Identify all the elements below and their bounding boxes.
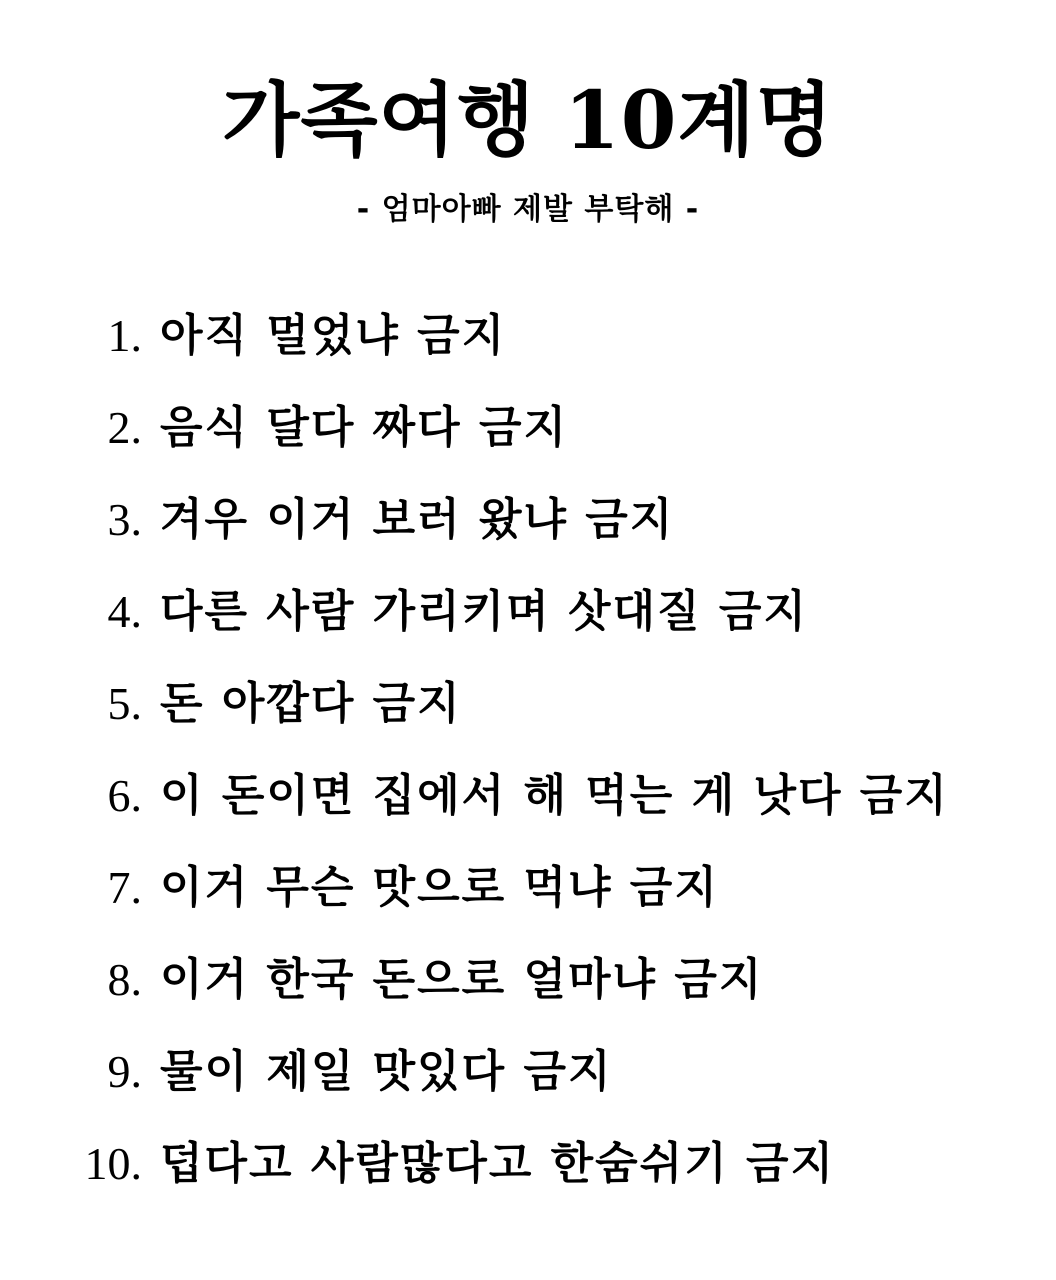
item-text: 다른 사람 가리키며 삿대질 금지: [160, 586, 808, 637]
item-number: 6.: [107, 770, 142, 821]
page-title: 가족여행 10계명: [222, 73, 834, 167]
item-number: 5.: [107, 678, 142, 729]
list-item: [0, 1026, 1056, 1118]
item-text: 이 돈이면 집에서 해 먹는 게 낫다 금지: [160, 770, 949, 821]
item-number: 3.: [107, 494, 142, 545]
list-item: [0, 842, 1056, 934]
list-item: [0, 474, 1056, 566]
list-item: [0, 1118, 1056, 1210]
item-number: 7.: [107, 862, 142, 913]
item-text: 덥다고 사람많다고 한숨쉬기 금지: [160, 1138, 836, 1189]
item-text: 이거 무슨 맛으로 먹냐 금지: [160, 862, 719, 913]
list-item: [0, 382, 1056, 474]
item-number: 2.: [107, 402, 142, 453]
item-text: 이거 한국 돈으로 얼마냐 금지: [160, 954, 764, 1005]
list-item: [0, 566, 1056, 658]
item-number: 4.: [107, 586, 142, 637]
rules-list: [0, 290, 1056, 1210]
list-item: [0, 658, 1056, 750]
item-text: 음식 달다 짜다 금지: [160, 402, 568, 453]
list-item: [0, 934, 1056, 1026]
item-number: 8.: [107, 954, 142, 1005]
item-text: 겨우 이거 보러 왔냐 금지: [160, 494, 675, 545]
item-text: 돈 아깝다 금지: [160, 678, 462, 729]
item-number: 9.: [107, 1046, 142, 1097]
page-subtitle: - 엄마아빠 제발 부탁해 -: [356, 192, 700, 227]
item-number: 10.: [84, 1138, 142, 1189]
item-number: 1.: [107, 310, 142, 361]
item-text: 물이 제일 맛있다 금지: [160, 1046, 613, 1097]
list-item: [0, 290, 1056, 382]
list-item: [0, 750, 1056, 842]
item-text: 아직 멀었냐 금지: [160, 310, 507, 361]
